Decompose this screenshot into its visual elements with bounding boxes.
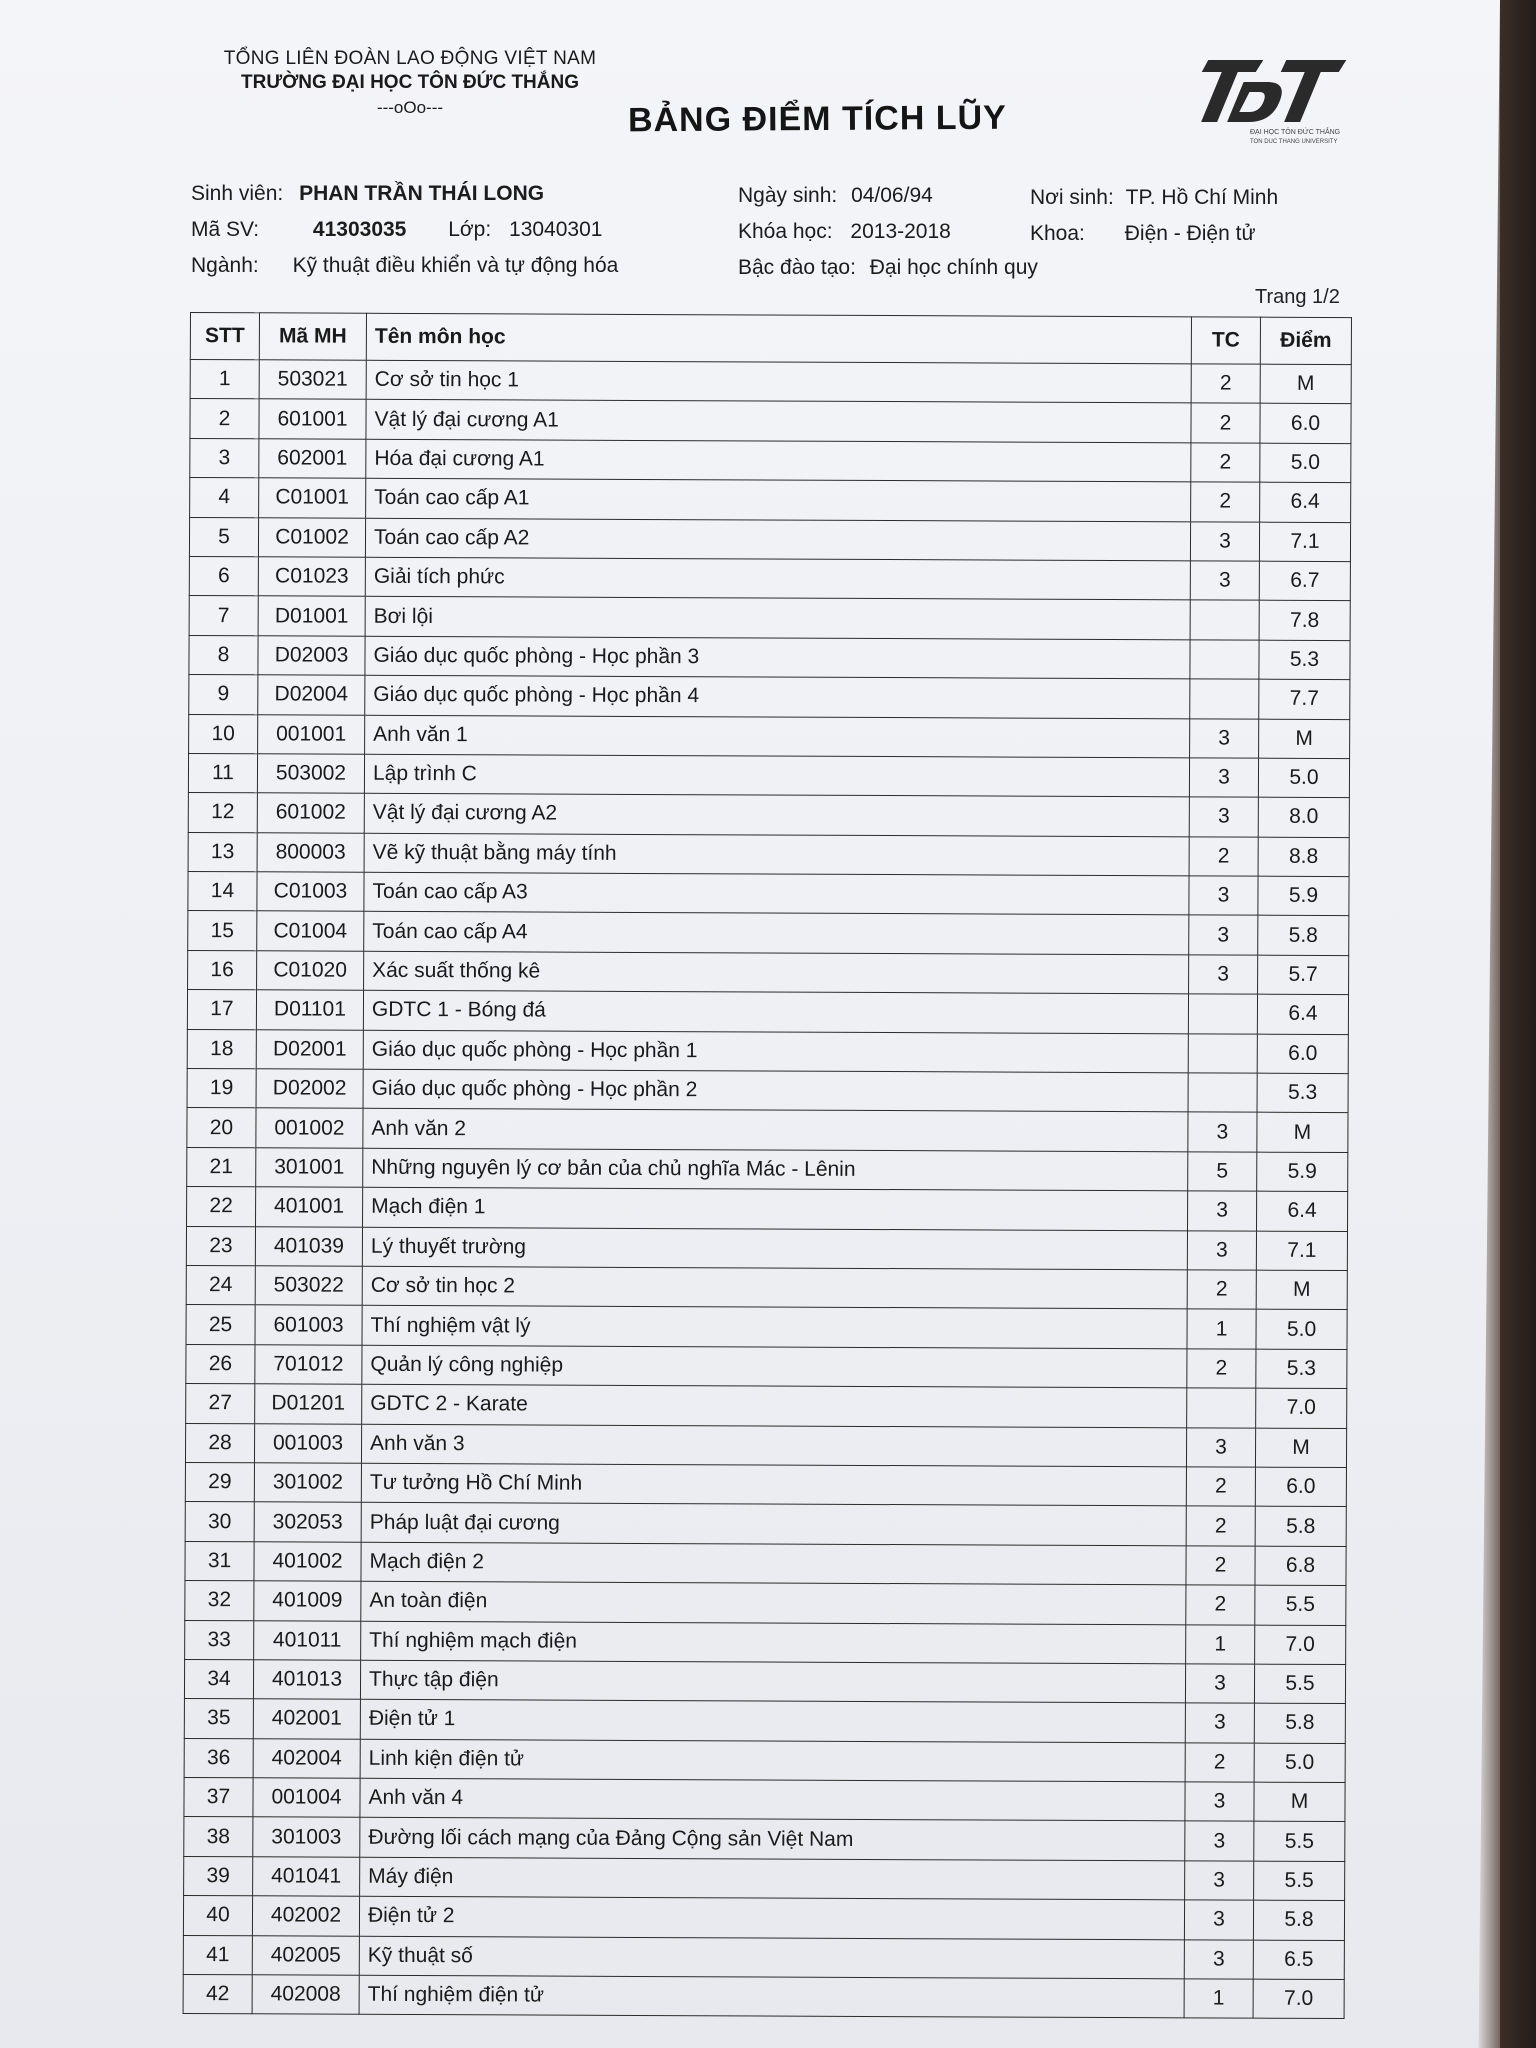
cell-grade: 5.0 [1260,443,1351,483]
cell-code: 301001 [256,1148,363,1188]
cell-code: D01201 [255,1384,362,1424]
cell-code: C01003 [257,872,364,912]
cell-code: 601002 [257,793,364,833]
cell-tc: 3 [1185,1664,1254,1704]
cell-stt: 9 [189,675,258,715]
cell-tc: 2 [1186,1506,1255,1546]
cell-code: D01101 [256,990,363,1030]
cell-code: 601001 [259,399,366,439]
table-row [188,753,1349,797]
cell-grade: 6.7 [1259,561,1350,601]
cell-grade: 8.8 [1258,837,1349,877]
table-row [183,1896,1344,1940]
cell-tc: 3 [1185,1703,1254,1743]
cell-stt: 31 [185,1541,254,1581]
cell-stt: 42 [183,1975,252,2015]
cell-tc: 3 [1188,1191,1257,1231]
header-code: Mã MH [259,313,366,360]
table-row [190,360,1351,404]
cell-name: Những nguyên lý cơ bản của chủ nghĩa Mác - Lênin [363,1148,1188,1191]
student-class: 13040301 [509,218,603,241]
cell-stt: 16 [188,950,257,990]
cell-name: Vẽ kỹ thuật bằng máy tính [364,833,1189,876]
cell-grade: 7.1 [1256,1231,1347,1271]
cell-name: GDTC 1 - Bóng đá [363,991,1188,1034]
cell-stt: 32 [185,1581,254,1621]
grades-table [183,312,1352,2019]
cell-name: Máy điện [360,1857,1185,1900]
logo-d-shape [1227,82,1284,122]
cell-code: 302053 [254,1502,361,1542]
student-id: 41303035 [312,218,407,241]
cell-name: Cơ sở tin học 1 [366,360,1191,403]
cell-code: 001001 [258,714,365,754]
cell-stt: 23 [186,1226,255,1266]
table-row [186,1344,1347,1388]
cell-code: 701012 [255,1345,362,1385]
cell-stt: 27 [186,1384,255,1424]
cell-stt: 2 [190,399,259,439]
cell-name: Đường lối cách mạng của Đảng Cộng sản Việt Nam [360,1818,1185,1861]
table-row [185,1581,1346,1625]
table-row [183,1935,1344,1979]
cell-stt: 26 [186,1344,255,1384]
cell-tc: 3 [1188,1112,1257,1152]
cell-grade: 6.0 [1255,1467,1346,1507]
cell-name: GDTC 2 - Karate [362,1384,1187,1427]
grades-table-body [183,360,1351,2019]
cell-name: Kỹ thuật số [359,1936,1184,1979]
cell-stt: 8 [189,635,258,675]
cell-tc: 3 [1185,1782,1254,1822]
student-level-label: Bậc đào tạo: [738,256,856,279]
cell-code: D02001 [256,1029,363,1069]
table-row [190,478,1351,522]
cell-tc: 2 [1191,443,1260,483]
cell-stt: 37 [184,1778,253,1818]
cell-name: Toán cao cấp A4 [364,912,1189,955]
cell-code: C01004 [257,911,364,951]
cell-grade: 5.5 [1255,1585,1346,1625]
cell-stt: 7 [189,596,258,636]
cell-grade: 5.3 [1257,1073,1348,1113]
cell-grade: M [1259,719,1350,759]
cell-name: Quản lý công nghiệp [362,1345,1187,1388]
cell-name: Toán cao cấp A3 [364,872,1189,915]
student-id-label: Mã SV: [191,218,260,241]
student-level: Đại học chính quy [869,256,1038,279]
cell-code: 401002 [254,1542,361,1582]
cell-code: D02003 [258,636,365,676]
cell-grade: 6.5 [1253,1940,1344,1980]
cell-tc [1190,679,1259,719]
cell-name: Vật lý đại cương A1 [366,400,1191,443]
cell-code: C01020 [257,951,364,991]
table-row [184,1856,1345,1900]
cell-stt: 34 [184,1659,253,1699]
cell-grade: 5.8 [1254,1703,1345,1743]
cell-code: D02004 [258,675,365,715]
student-course-label: Khóa học: [738,220,833,243]
cell-grade: 6.4 [1257,1191,1348,1231]
header-tc: TC [1191,317,1260,364]
cell-tc [1190,640,1259,680]
cell-grade: 7.0 [1256,1388,1347,1428]
student-faculty-row [1030,222,1256,246]
cell-name: Toán cao cấp A2 [365,518,1190,561]
student-faculty: Điện - Điện tử [1124,222,1256,245]
institution-header [190,48,630,118]
cell-tc: 3 [1189,915,1258,955]
cell-grade: M [1257,1113,1348,1153]
table-row [184,1659,1345,1703]
cell-grade: 5.9 [1258,876,1349,916]
student-name-row [191,182,544,206]
cell-name: Điện tử 2 [359,1896,1184,1939]
org-line-2: TRƯỜNG ĐẠI HỌC TÔN ĐỨC THẮNG [241,72,579,93]
student-dob: 04/06/94 [851,184,933,207]
cell-name: Anh văn 1 [365,715,1190,758]
cell-stt: 6 [189,556,258,596]
cell-stt: 13 [188,832,257,872]
table-row [186,1305,1347,1349]
cell-tc: 3 [1189,876,1258,916]
student-id-row [191,218,602,242]
student-birthplace: TP. Hồ Chí Minh [1125,186,1279,209]
cell-tc: 3 [1184,1939,1253,1979]
cell-code: D02002 [256,1069,363,1109]
cell-code: 301003 [253,1817,360,1857]
cell-tc: 2 [1191,403,1260,443]
document-title: BẢNG ĐIỂM TÍCH LŨY [627,98,1007,140]
cell-grade: 8.0 [1258,797,1349,837]
cell-stt: 39 [184,1856,253,1896]
cell-code: 401001 [256,1187,363,1227]
cell-grade: 7.8 [1259,601,1350,641]
table-row [187,1187,1348,1231]
logo-caption-1: ĐẠI HỌC TÔN ĐỨC THẮNG [1250,129,1341,136]
header-name: Tên môn học [366,313,1191,364]
cell-grade: 5.8 [1253,1900,1344,1940]
cell-tc [1188,994,1257,1034]
table-row [189,635,1350,679]
cell-code: 401039 [255,1226,362,1266]
table-row [189,556,1350,600]
cell-tc: 1 [1187,1309,1256,1349]
cell-name: Giáo dục quốc phòng - Học phần 4 [365,675,1190,718]
cell-grade: 5.7 [1258,955,1349,995]
cell-stt: 28 [185,1423,254,1463]
cell-name: Lý thuyết trường [362,1227,1187,1270]
cell-name: Lập trình C [364,754,1189,797]
table-row [189,596,1350,640]
cell-name: Anh văn 4 [360,1778,1185,1821]
cell-tc: 5 [1188,1152,1257,1192]
cell-tc: 2 [1186,1546,1255,1586]
cell-code: C01002 [258,517,365,557]
table-row [184,1778,1345,1822]
cell-name: Thí nghiệm điện tử [359,1975,1184,2018]
table-row [187,1108,1348,1152]
cell-code: C01001 [259,478,366,518]
org-line-3: ---oOo--- [376,98,444,117]
cell-grade: 6.0 [1260,404,1351,444]
student-course: 2013-2018 [850,220,951,243]
cell-stt: 15 [188,911,257,951]
table-row [188,793,1349,837]
cell-stt: 24 [186,1265,255,1305]
cell-tc: 2 [1186,1585,1255,1625]
cell-grade: 7.0 [1255,1625,1346,1665]
cell-name: Xác suất thống kê [364,951,1189,994]
cell-code: 503022 [255,1266,362,1306]
cell-grade: 5.8 [1255,1506,1346,1546]
table-row [186,1265,1347,1309]
cell-tc: 3 [1190,521,1259,561]
cell-grade: M [1256,1270,1347,1310]
cell-stt: 41 [183,1935,252,1975]
student-faculty-label: Khoa: [1030,222,1085,245]
table-header-row [190,313,1351,365]
cell-name: Vật lý đại cương A2 [364,794,1189,837]
table-row [185,1462,1346,1506]
university-logo [1170,52,1350,147]
cell-stt: 17 [187,990,256,1030]
cell-stt: 21 [187,1147,256,1187]
cell-code: 402001 [253,1699,360,1739]
cell-tc [1188,1073,1257,1113]
cell-grade: 5.9 [1257,1152,1348,1192]
cell-tc: 3 [1187,1230,1256,1270]
cell-code: 402005 [252,1935,359,1975]
cell-code: 001004 [253,1778,360,1818]
cell-tc [1188,1034,1257,1074]
cell-name: Giáo dục quốc phòng - Học phần 1 [363,1030,1188,1073]
cell-tc: 2 [1186,1467,1255,1507]
cell-name: Toán cao cấp A1 [366,478,1191,521]
cell-code: 602001 [259,439,366,479]
cell-grade: 6.4 [1257,994,1348,1034]
cell-stt: 25 [186,1305,255,1345]
cell-code: D01001 [258,596,365,636]
table-row [185,1620,1346,1664]
cell-code: 503002 [257,754,364,794]
cell-grade: 5.5 [1254,1861,1345,1901]
table-row [187,1069,1348,1113]
student-dob-row [738,184,933,208]
cell-code: 401013 [253,1660,360,1700]
cell-name: Tư tưởng Hồ Chí Minh [361,1463,1186,1506]
cell-grade: M [1260,364,1351,404]
page-number: Trang 1/2 [1255,286,1340,308]
cell-tc: 2 [1187,1349,1256,1389]
logo-caption-2: TON DUC THANG UNIVERSITY [1250,139,1338,145]
table-row [189,714,1350,758]
cell-name: Thí nghiệm mạch điện [361,1621,1186,1664]
table-row [184,1699,1345,1743]
cell-name: Điện tử 1 [360,1700,1185,1743]
cell-name: An toàn điện [361,1581,1186,1624]
cell-grade: 5.3 [1256,1349,1347,1389]
cell-code: C01023 [258,557,365,597]
cell-code: 301002 [254,1463,361,1503]
cell-stt: 29 [185,1462,254,1502]
cell-stt: 4 [190,478,259,518]
table-row [189,675,1350,719]
table-row [184,1738,1345,1782]
cell-grade: 5.0 [1254,1743,1345,1783]
cell-name: Giải tích phức [365,557,1190,600]
cell-name: Cơ sở tin học 2 [362,1266,1187,1309]
cell-stt: 5 [189,517,258,557]
cell-tc [1190,600,1259,640]
cell-name: Linh kiện điện tử [360,1739,1185,1782]
cell-stt: 36 [184,1738,253,1778]
cell-code: 402008 [252,1975,359,2015]
table-row [185,1541,1346,1585]
cell-tc: 3 [1186,1427,1255,1467]
cell-name: Anh văn 3 [361,1424,1186,1467]
student-name-label: Sinh viên: [191,182,284,205]
cell-stt: 14 [188,872,257,912]
cell-name: Giáo dục quốc phòng - Học phần 2 [363,1069,1188,1112]
cell-name: Mạch điện 2 [361,1542,1186,1585]
cell-name: Hóa đại cương A1 [366,439,1191,482]
cell-name: Thực tập điện [360,1660,1185,1703]
table-row [190,438,1351,482]
table-row [188,832,1349,876]
cell-stt: 30 [185,1502,254,1542]
cell-stt: 1 [190,360,259,400]
org-line-1: TỔNG LIÊN ĐOÀN LAO ĐỘNG VIỆT NAM [223,48,597,69]
table-row [186,1384,1347,1428]
cell-grade: M [1254,1782,1345,1822]
student-dob-label: Ngày sinh: [738,184,838,207]
cell-code: 402004 [253,1738,360,1778]
cell-grade: 6.4 [1260,482,1351,522]
cell-grade: 5.3 [1259,640,1350,680]
student-major: Kỹ thuật điều khiển và tự động hóa [292,254,619,277]
table-row [188,950,1349,994]
cell-grade: 5.5 [1254,1664,1345,1704]
cell-tc: 3 [1185,1821,1254,1861]
cell-grade: 5.8 [1258,916,1349,956]
cell-code: 503021 [259,360,366,400]
cell-name: Anh văn 2 [363,1109,1188,1152]
table-row [185,1502,1346,1546]
cell-stt: 33 [185,1620,254,1660]
table-row [183,1975,1344,2019]
cell-stt: 22 [187,1187,256,1227]
cell-code: 401009 [254,1581,361,1621]
cell-tc: 3 [1189,797,1258,837]
cell-name: Bơi lội [365,597,1190,640]
table-row [187,1029,1348,1073]
cell-grade: 7.7 [1259,679,1350,719]
cell-stt: 10 [189,714,258,754]
cell-code: 001002 [256,1108,363,1148]
cell-code: 001003 [254,1423,361,1463]
cell-grade: 6.8 [1255,1546,1346,1586]
cell-code: 601003 [255,1305,362,1345]
cell-tc: 3 [1184,1900,1253,1940]
cell-grade: 6.0 [1257,1034,1348,1074]
student-major-label: Ngành: [191,254,259,277]
cell-grade: M [1255,1428,1346,1468]
header-grade: Điểm [1260,317,1351,364]
cell-tc: 2 [1191,482,1260,522]
student-birthplace-row [1030,186,1278,210]
header-stt: STT [190,313,259,360]
student-course-row [738,220,951,244]
cell-code: 800003 [257,832,364,872]
cell-tc [1187,1388,1256,1428]
table-row [189,517,1350,561]
cell-tc: 3 [1190,718,1259,758]
cell-tc: 3 [1189,758,1258,798]
cell-grade: 5.5 [1254,1822,1345,1862]
table-row [186,1226,1347,1270]
cell-stt: 35 [184,1699,253,1739]
table-row [185,1423,1346,1467]
table-row [188,911,1349,955]
student-name: PHAN TRẦN THÁI LONG [299,182,545,205]
cell-stt: 3 [190,438,259,478]
student-class-label: Lớp: [448,218,492,241]
cell-tc: 3 [1189,955,1258,995]
cell-stt: 40 [183,1896,252,1936]
cell-name: Thí nghiệm vật lý [362,1306,1187,1349]
cell-tc: 2 [1185,1743,1254,1783]
cell-grade: 7.0 [1253,1979,1344,2019]
cell-grade: 5.0 [1256,1310,1347,1350]
table-row [190,399,1351,443]
table-row [184,1817,1345,1861]
table-row [187,1147,1348,1191]
cell-stt: 38 [184,1817,253,1857]
cell-code: 401041 [253,1857,360,1897]
cell-tc: 2 [1189,837,1258,877]
student-birthplace-label: Nơi sinh: [1030,186,1114,209]
cell-name: Giáo dục quốc phòng - Học phần 3 [365,636,1190,679]
cell-tc: 2 [1187,1270,1256,1310]
cell-tc: 3 [1190,561,1259,601]
table-row [188,872,1349,916]
cell-tc: 1 [1184,1979,1253,2019]
cell-stt: 19 [187,1069,256,1109]
student-major-row [191,254,618,278]
cell-tc: 2 [1191,364,1260,404]
cell-code: 401011 [254,1620,361,1660]
cell-code: 402002 [252,1896,359,1936]
cell-tc: 3 [1185,1861,1254,1901]
cell-name: Mạch điện 1 [363,1187,1188,1230]
background-edge [1500,0,1536,2048]
cell-stt: 20 [187,1108,256,1148]
cell-stt: 12 [188,793,257,833]
cell-name: Pháp luật đại cương [361,1503,1186,1546]
cell-tc: 1 [1186,1624,1255,1664]
cell-grade: 7.1 [1259,522,1350,562]
student-level-row [738,256,1038,280]
cell-stt: 11 [188,753,257,793]
table-row [187,990,1348,1034]
cell-grade: 5.0 [1258,758,1349,798]
cell-stt: 18 [187,1029,256,1069]
